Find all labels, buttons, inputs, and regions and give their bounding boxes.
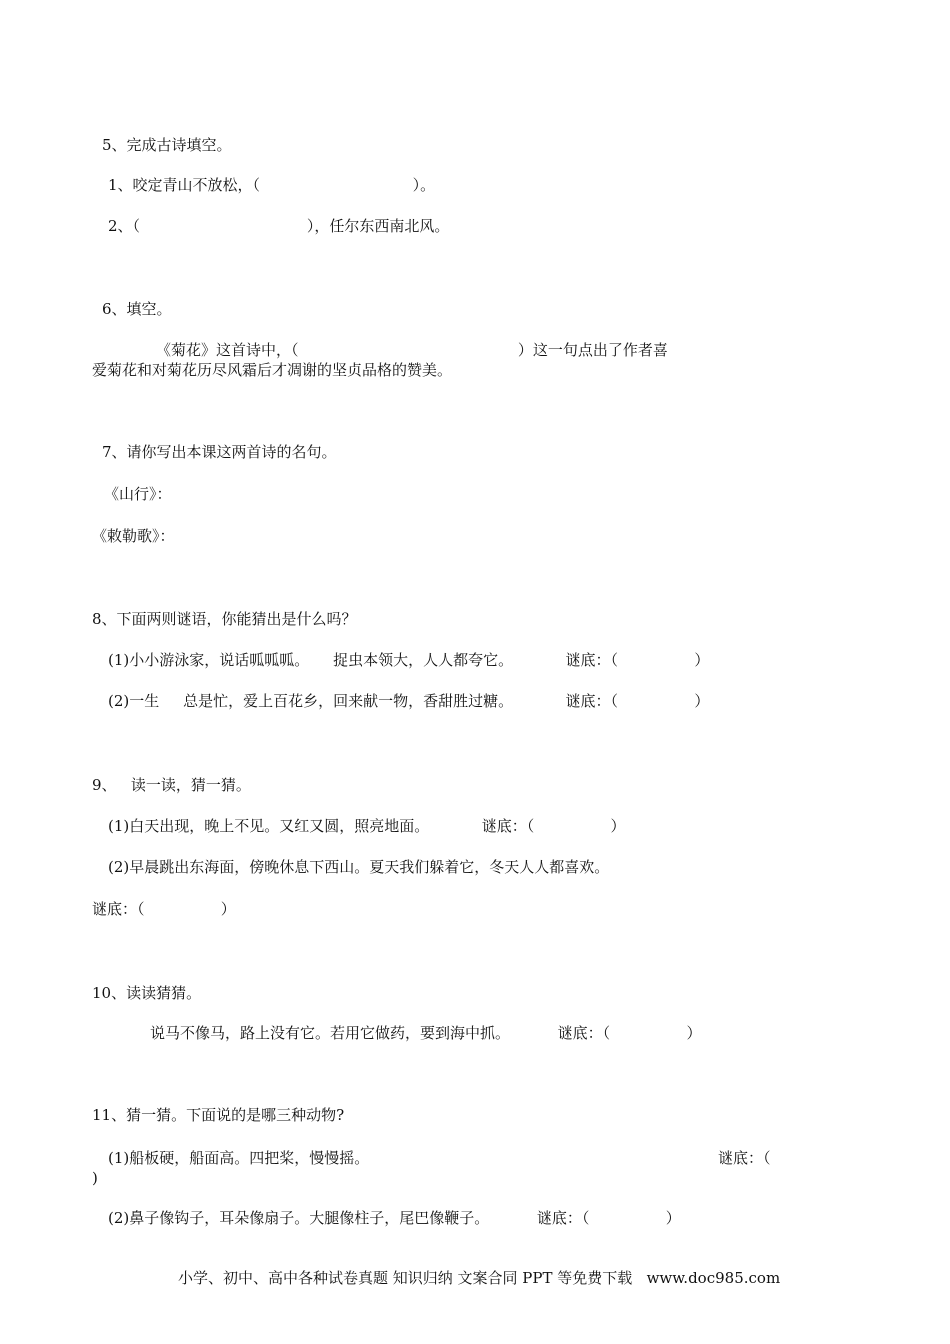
q8-title: 8、下面两则谜语，你能猜出是什么吗？	[92, 610, 357, 628]
q5-line1: 1、咬定青山不放松，（ ）。	[108, 176, 436, 194]
q10-title: 10、读读猜猜。	[92, 984, 202, 1002]
q6-title: 6、填空。	[102, 300, 172, 318]
q7-shanxing: 《山行》：	[104, 485, 172, 503]
q6-line1: 《菊花》这首诗中，（ ）这一句点出了作者喜	[156, 341, 668, 359]
q11-answer-1: 谜底：（	[718, 1149, 771, 1167]
q11-answer-1-close: )	[92, 1169, 98, 1187]
q8-riddle-1: (1)小小游泳家，说话呱呱呱。 捉虫本领大，人人都夸它。 谜底：（ ）	[108, 651, 710, 669]
q9-title: 9、 读一读，猜一猜。	[92, 776, 251, 794]
q7-chilege: 《敕勒歌》：	[92, 527, 175, 545]
page-footer: 小学、初中、高中各种试卷真题 知识归纳 文案合同 PPT 等免费下载 www.doc985.com	[178, 1269, 781, 1287]
q8-riddle-2: (2)一生 总是忙，爱上百花乡，回来献一物，香甜胜过糖。 谜底：（ ）	[108, 692, 710, 710]
q7-title: 7、请你写出本课这两首诗的名句。	[102, 443, 337, 461]
q9-riddle-1: (1)白天出现，晚上不见。又红又圆，照亮地面。 谜底：（ ）	[108, 817, 626, 835]
q11-riddle-1: (1)船板硬，船面高。四把桨，慢慢摇。	[108, 1149, 370, 1167]
q10-riddle: 说马不像马，路上没有它。若用它做药，要到海中抓。 谜底：（ ）	[150, 1024, 702, 1042]
q11-riddle-2: (2)鼻子像钩子，耳朵像扇子。大腿像柱子，尾巴像鞭子。 谜底：（ ）	[108, 1209, 681, 1227]
q9-answer-2: 谜底：（ ）	[92, 900, 236, 918]
q6-line2: 爱菊花和对菊花历尽风霜后才凋谢的坚贞品格的赞美。	[92, 361, 453, 379]
q11-title: 11、猜一猜。下面说的是哪三种动物?	[92, 1106, 345, 1124]
q9-riddle-2: (2)早晨跳出东海面，傍晚休息下西山。夏天我们躲着它，冬天人人都喜欢。	[108, 858, 610, 876]
q5-title: 5、完成古诗填空。	[102, 136, 232, 154]
q5-line2: 2、（ ），任尔东西南北风。	[108, 217, 450, 235]
